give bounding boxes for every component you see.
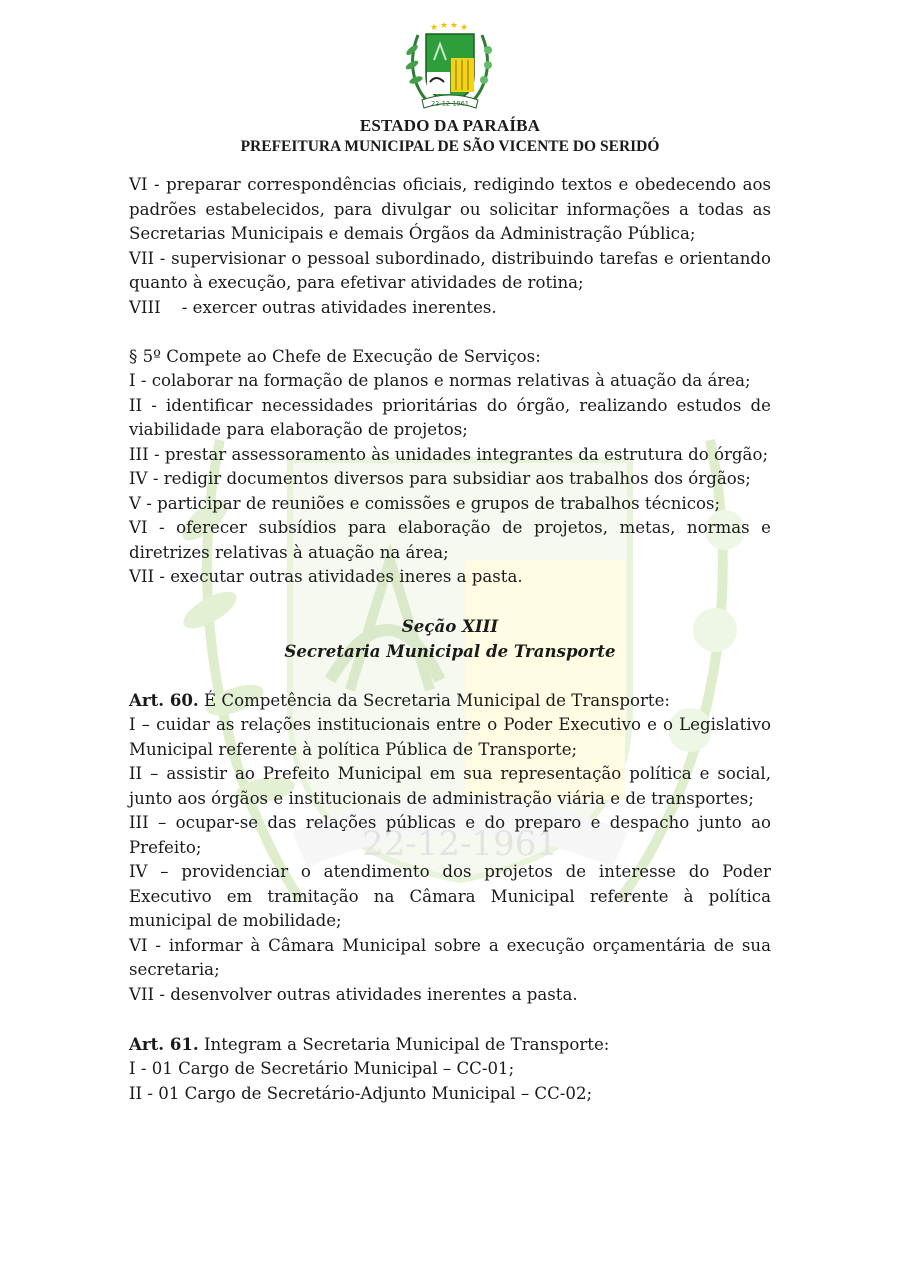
watermark-date: 22-12-1961 [361,824,559,864]
paragraph-5-heading: § 5º Compete ao Chefe de Execução de Serviços: [129,346,541,366]
paragraph-5-item: II - identificar necessidades prioritárias do órgão, realizando estudos de viabilidade para elaboração de projetos; [129,395,771,439]
paragraph-5-item: VII - executar outras atividades ineres a pasta. [129,567,523,586]
art-60-item: VII - desenvolver outras atividades inerentes a pasta. [129,984,578,1004]
crest-stars [430,21,468,33]
art-60-text: É Competência da Secretaria Municipal de Transporte: [198,690,670,710]
crest-date: 22-12-1961 [431,99,469,108]
svg-text:★: ★ [460,23,469,33]
paragraph-5-item: IV - redigir documentos diversos para subsidiar aos trabalhos dos órgãos; [129,469,751,488]
art-60-item: III – ocupar-se das relações públicas e do preparo e despacho junto ao Prefeito; [129,813,771,857]
paragraph-5-item: V - participar de reuniões e comissões e grupos de trabalhos técnicos; [129,493,721,513]
art-60-label: Art. 60. [129,689,199,710]
municipal-crest-logo [400,20,500,112]
art-60-item: IV – providenciar o atendimento dos projetos de interesse do Poder Executivo em tramitação na Câmara Municipal referente à política municipal de mobilidade; [129,862,771,930]
svg-text:★: ★ [440,21,449,31]
art-60-item: I – cuidar as relações institucionais entre o Poder Executivo e o Legislativo Municipal referente à política Pública de Transporte; [129,715,771,759]
section-number: Seção XIII [401,616,499,636]
paragraph-5-item: I - colaborar na formação de planos e normas relativas à atuação da área; [129,371,751,390]
paragraph-5-item: III - prestar assessoramento às unidades integrantes da estrutura do órgão; [129,444,769,464]
letterhead [0,20,900,156]
document-body [129,173,771,1106]
item-vi: VI - preparar correspondências oficiais, redigindo textos e obedecendo aos padrões estabelecidos, para divulgar ou solicitar informações a todas as Secretarias Municipais e demais Órgãos da Administração Pública; [129,175,771,243]
art-61 [129,1032,771,1058]
art-61-label: Art. 61. [129,1033,199,1054]
item-viii-number: VIII [129,297,161,317]
municipality-heading: PREFEITURA MUNICIPAL DE SÃO VICENTE DO SERIDÓ [240,138,660,155]
crest-left-branch [404,35,428,102]
art-60-item: VI - informar à Câmara Municipal sobre a execução orçamentária de sua secretaria; [129,935,771,979]
svg-text:★: ★ [430,23,439,33]
art-61-item: II - 01 Cargo de Secretário-Adjunto Municipal – CC-02; [129,1083,593,1103]
crest-right-branch [472,35,492,102]
art-61-item: I - 01 Cargo de Secretário Municipal – CC-01; [129,1059,515,1078]
state-heading: ESTADO DA PARAÍBA [359,116,541,135]
art-61-text: Integram a Secretaria Municipal de Transporte: [198,1034,610,1054]
art-60 [129,688,771,714]
item-viii [129,296,771,321]
item-vii: VII - supervisionar o pessoal subordinado, distribuindo tarefas e orientando quanto à execução, para efetivar atividades de rotina; [129,248,771,292]
item-viii-text: - exercer outras atividades inerentes. [181,297,497,317]
svg-text:★: ★ [450,21,459,31]
section-title: Secretaria Municipal de Transporte [284,640,616,661]
paragraph-5-item: VI - oferecer subsídios para elaboração de projetos, metas, normas e diretrizes relativas à atuação na área; [129,518,771,562]
crest-shield [426,34,474,102]
art-60-item: II – assistir ao Prefeito Municipal em sua representação política e social, junto aos órgãos e institucionais de administração viária e de transportes; [129,764,771,808]
